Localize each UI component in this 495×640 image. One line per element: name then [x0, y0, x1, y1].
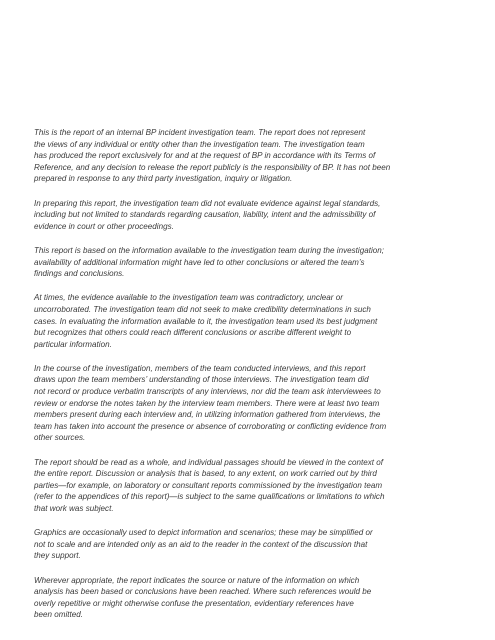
- text-line: At times, the evidence available to the investigation team was contradictory, unclear or: [34, 293, 343, 303]
- text-line: not record or produce verbatim transcripts of any interviews, nor did the team ask interviewees to: [34, 387, 381, 397]
- text-line: In the course of the investigation, members of the team conducted interviews, and this report: [34, 363, 366, 373]
- text-line: other sources.: [34, 433, 86, 443]
- text-line: Graphics are occasionally used to depict information and scenarios; these may be simplified or: [34, 528, 373, 538]
- text-line: findings and conclusions.: [34, 269, 125, 279]
- paragraph-available-information: [34, 245, 464, 280]
- text-line: they support.: [34, 551, 81, 561]
- text-line: Reference, and any decision to release the report publicly is the responsibility of BP. It has not been: [34, 162, 391, 172]
- text-line: that work was subject.: [34, 504, 114, 513]
- text-line: (refer to the appendices of this report)—is subject to the same qualifications or limitations to which: [34, 492, 385, 502]
- paragraph-report-scope: [34, 127, 464, 185]
- text-line: Wherever appropriate, the report indicates the source or nature of the information on which: [34, 575, 360, 585]
- text-line: the entire report. Discussion or analysis that is based, to any extent, on work carried out by third: [34, 469, 377, 479]
- text-line: not to scale and are intended only as an aid to the reader in the context of the discussion that: [34, 539, 368, 549]
- text-line: uncorroborated. The investigation team did not seek to make credibility determinations in such: [34, 304, 371, 314]
- text-line: the views of any individual or entity other than the investigation team. The investigation team: [34, 139, 365, 149]
- text-line: including but not limited to standards regarding causation, liability, intent and the admissibility of: [34, 210, 376, 220]
- paragraph-read-as-whole: [34, 457, 464, 515]
- text-line: In preparing this report, the investigation team did not evaluate evidence against legal standards,: [34, 198, 381, 208]
- paragraph-references: [34, 575, 464, 621]
- text-line: review or endorse the notes taken by the interview team members. There were at least two team: [34, 398, 380, 408]
- text-line: availability of additional information might have led to other conclusions or altered the team’s: [34, 257, 365, 267]
- paragraph-interviews: [34, 363, 464, 444]
- text-line: but recognizes that others could reach different conclusions or ascribe different weight to: [34, 328, 352, 338]
- text-line: members present during each interview and, in utilizing information gathered from interviews, the: [34, 410, 381, 420]
- text-line: been omitted.: [34, 610, 84, 620]
- paragraph-legal-standards: [34, 198, 464, 233]
- text-line: has produced the report exclusively for and at the request of BP in accordance with its Terms of: [34, 151, 376, 161]
- text-line: This report is based on the information available to the investigation team during the investigation;: [34, 245, 385, 255]
- text-line: analysis has been based or conclusions have been reached. Where such references would be: [34, 587, 372, 597]
- text-line: prepared in response to any third party investigation, inquiry or litigation.: [34, 174, 293, 184]
- text-line: draws upon the team members’ understanding of those interviews. The investigation team did: [34, 375, 369, 385]
- paragraph-contradictory-evidence: [34, 292, 464, 350]
- text-line: The report should be read as a whole, and individual passages should be viewed in the context of: [34, 457, 384, 467]
- text-line: team has taken into account the presence or absence of corroborating or conflicting evidence from: [34, 421, 387, 431]
- text-line: parties—for example, on laboratory or consultant reports commissioned by the investigation team: [34, 480, 383, 490]
- text-line: overly repetitive or might otherwise confuse the presentation, evidentiary references have: [34, 598, 354, 608]
- paragraph-graphics: [34, 527, 464, 562]
- text-line: particular information.: [34, 339, 112, 349]
- text-line: cases. In evaluating the information available to it, the investigation team used its best judgment: [34, 316, 378, 326]
- text-line: This is the report of an internal BP incident investigation team. The report does not represent: [34, 128, 366, 137]
- disclaimer-text-block: [34, 127, 464, 634]
- text-line: evidence in court or other proceedings.: [34, 221, 174, 231]
